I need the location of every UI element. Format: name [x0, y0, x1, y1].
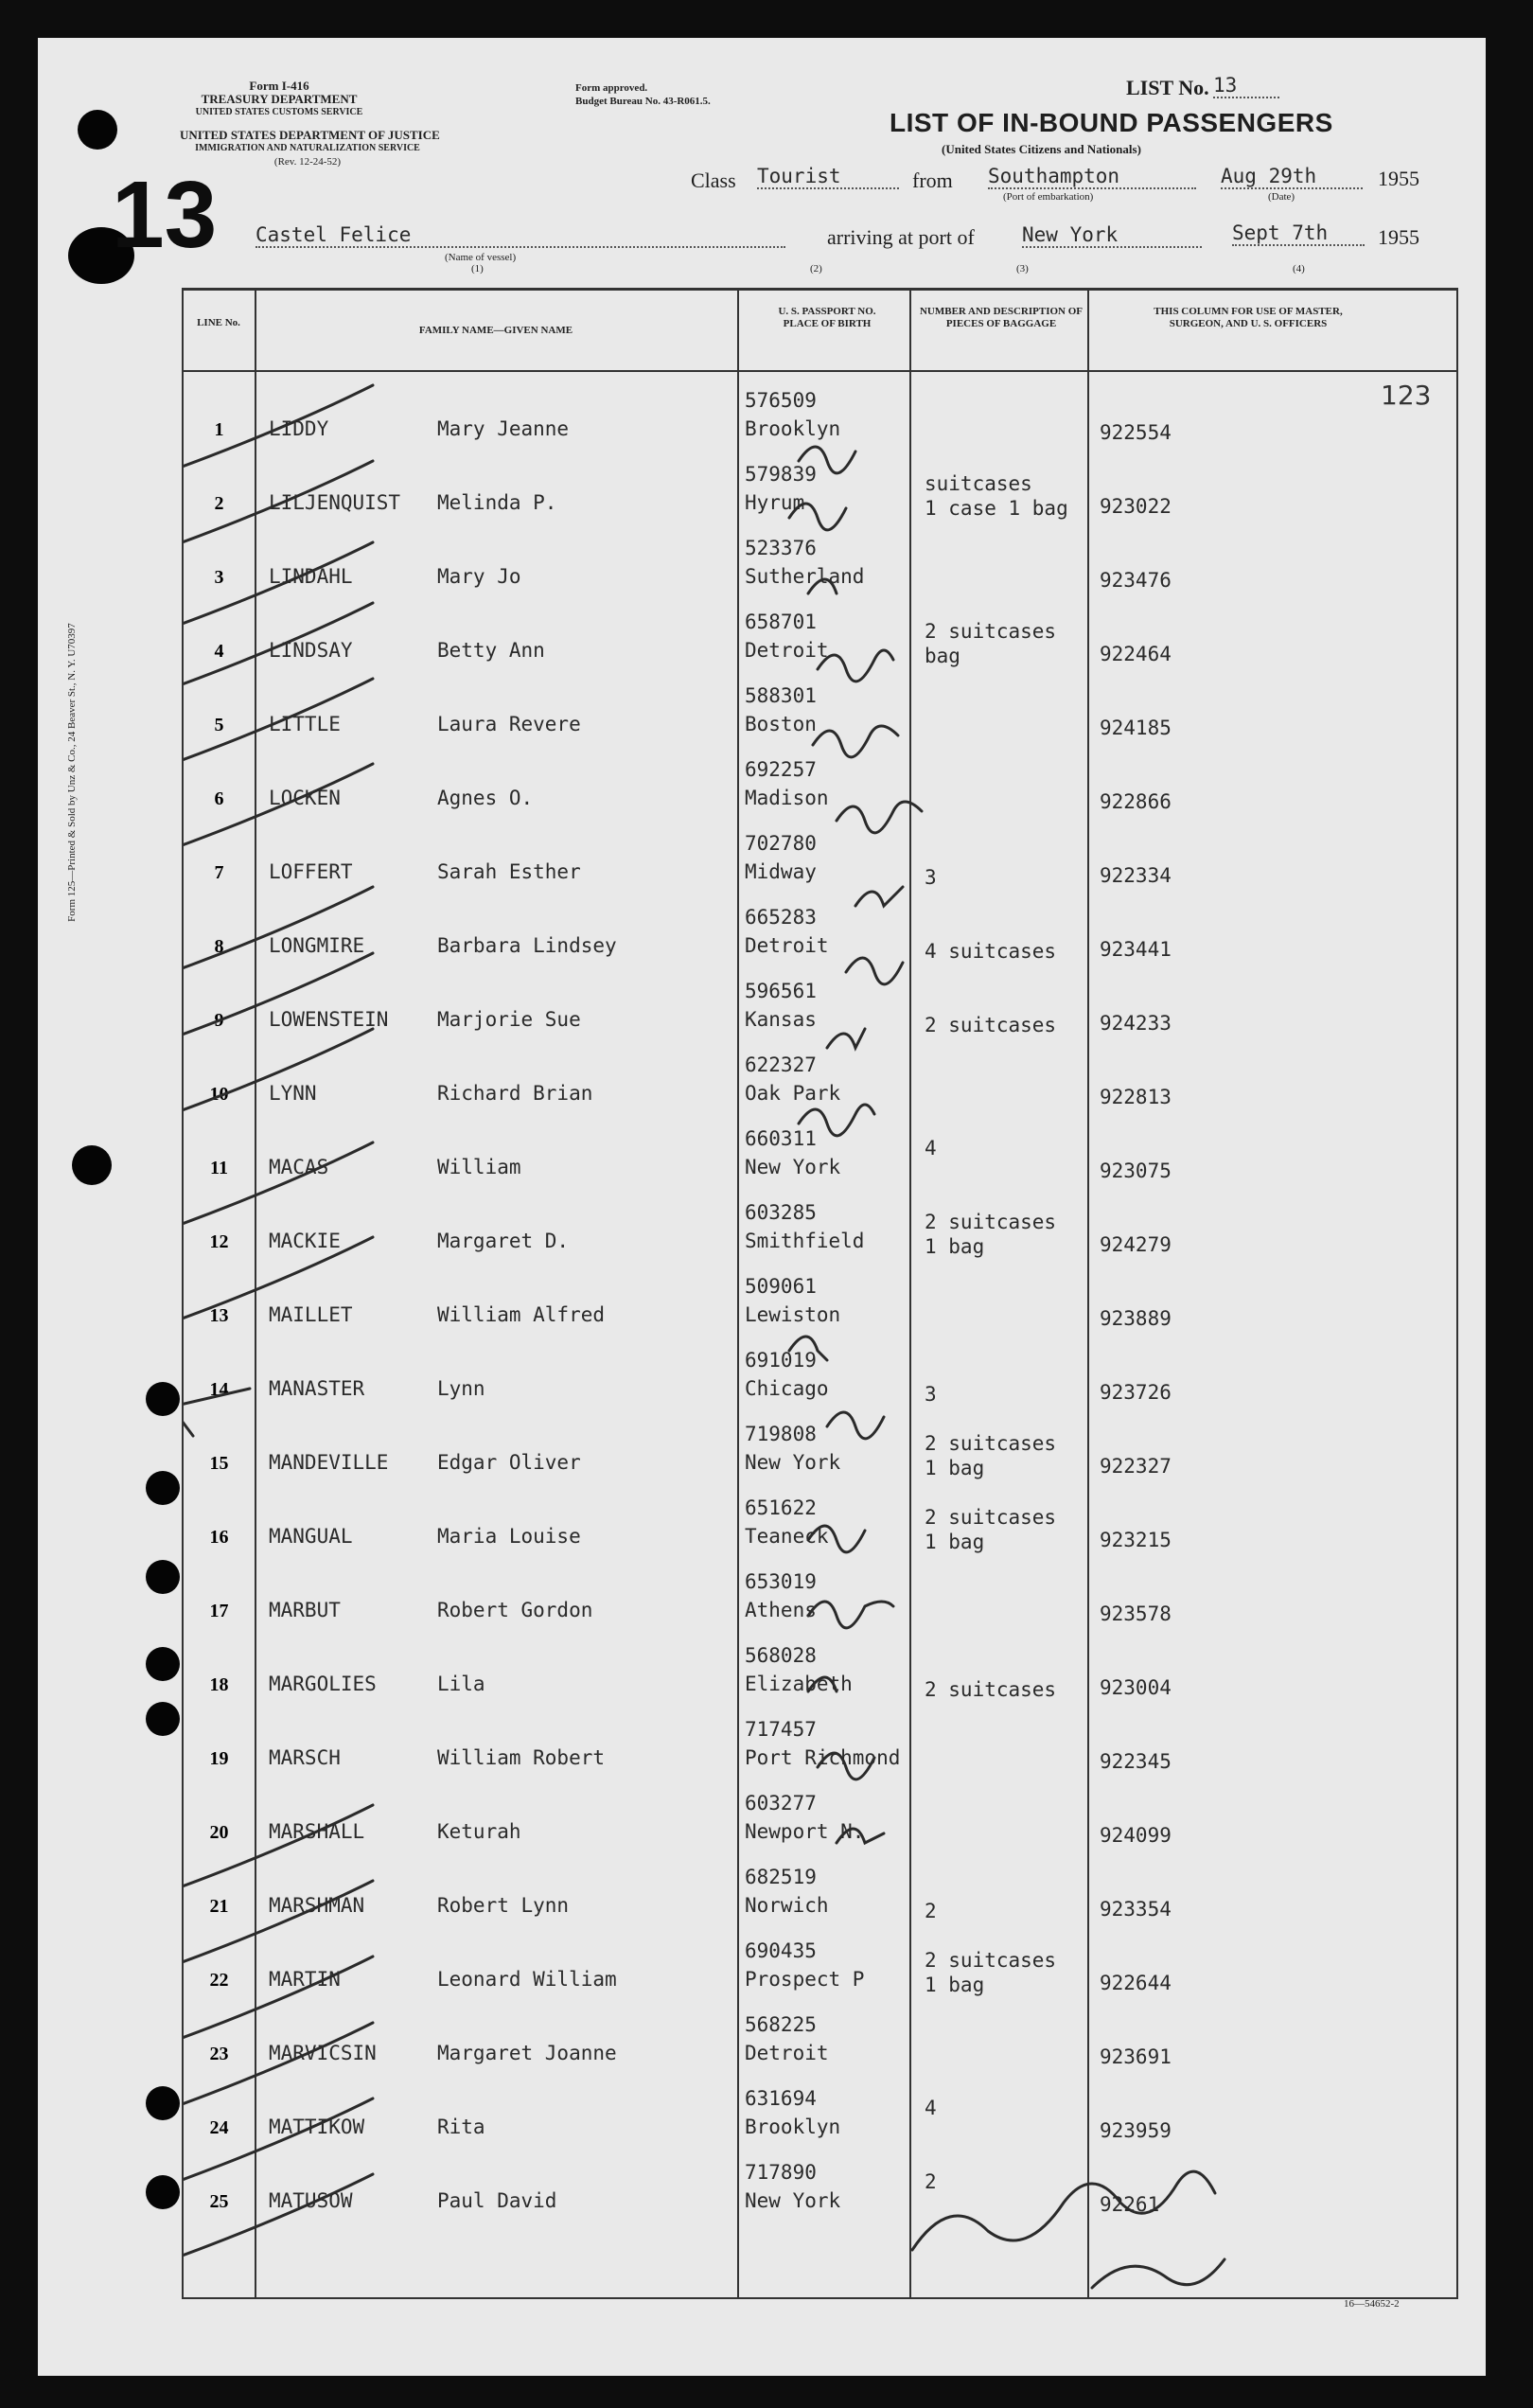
given-name: Barbara Lindsey — [437, 934, 617, 957]
table-row — [184, 819, 1456, 893]
caption-3: (3) — [1016, 263, 1029, 274]
table-row — [184, 893, 1456, 966]
passport-number: 579839 — [745, 463, 817, 486]
punch-hole — [146, 1382, 180, 1416]
officer-number: 923476 — [1100, 569, 1172, 592]
family-name: LITTLE — [269, 713, 341, 735]
given-name: Sarah Esther — [437, 860, 581, 883]
given-name: Melinda P. — [437, 491, 557, 514]
family-name: MACKIE — [269, 1230, 341, 1252]
passport-number: 665283 — [745, 906, 817, 929]
family-name: MARBUT — [269, 1599, 341, 1621]
arriving-label: arriving at port of — [827, 225, 975, 249]
family-name: MANASTER — [269, 1377, 365, 1400]
passport-number: 717890 — [745, 2161, 817, 2184]
table-row — [184, 2074, 1456, 2148]
officer-number: 923022 — [1100, 495, 1172, 518]
baggage-line-2: 1 bag — [925, 1531, 985, 1553]
department: TREASURY DEPARTMENT — [201, 92, 358, 106]
birthplace: Brooklyn — [745, 417, 841, 440]
bureau: Budget Bureau No. 43-R061.5. — [575, 96, 711, 107]
family-name: LIDDY — [269, 417, 329, 440]
baggage-line-1: 2 suitcases — [925, 1506, 1057, 1529]
line-number: 15 — [209, 1453, 229, 1474]
stamp-number: 13 — [112, 162, 218, 268]
passport-number: 691019 — [745, 1349, 817, 1372]
form-block — [151, 80, 407, 119]
vessel-num: (1) — [471, 263, 484, 274]
ins: IMMIGRATION AND NATURALIZATION SERVICE — [195, 143, 420, 153]
birthplace: Sutherland — [745, 565, 865, 588]
officer-number: 92261 — [1100, 2193, 1160, 2216]
punch-hole — [78, 110, 117, 150]
passport-number: 603277 — [745, 1792, 817, 1815]
birthplace: Smithfield — [745, 1230, 865, 1252]
passport-number: 682519 — [745, 1866, 817, 1888]
baggage-line-1: 2 suitcases — [925, 1949, 1057, 1972]
table-row — [184, 1705, 1456, 1779]
officer-number: 924099 — [1100, 1824, 1172, 1847]
arrival-date: Sept 7th — [1232, 221, 1365, 246]
vessel-caption: (Name of vessel) — [445, 252, 517, 263]
birthplace: Brooklyn — [745, 2116, 841, 2138]
line-number: 25 — [209, 2191, 229, 2212]
approval-block — [575, 81, 711, 108]
table-row — [184, 1188, 1456, 1262]
arrival-year: 1955 — [1378, 225, 1419, 249]
passport-number: 568028 — [745, 1644, 817, 1667]
document-title: LIST OF IN-BOUND PASSENGERS — [890, 108, 1333, 137]
punch-hole — [146, 2086, 180, 2120]
birthplace: Newport N. — [745, 1820, 865, 1843]
birthplace: Norwich — [745, 1894, 829, 1917]
passport-number: 653019 — [745, 1570, 817, 1593]
table-row — [184, 1926, 1456, 2000]
passport-number: 622327 — [745, 1054, 817, 1076]
family-name: LONGMIRE — [269, 934, 365, 957]
line-number: 20 — [209, 1822, 229, 1843]
page-count-note: 123 — [1381, 380, 1432, 411]
baggage-line-2: 4 suitcases — [925, 940, 1057, 963]
given-name: Marjorie Sue — [437, 1008, 581, 1031]
table-row — [184, 597, 1456, 671]
passport-number: 523376 — [745, 537, 817, 559]
passport-number: 631694 — [745, 2087, 817, 2110]
officer-number: 923959 — [1100, 2119, 1172, 2142]
officer-number: 923578 — [1100, 1602, 1172, 1625]
line-number: 17 — [209, 1601, 229, 1621]
given-name: Leonard William — [437, 1968, 617, 1991]
family-name: MATUSOW — [269, 2189, 353, 2212]
family-name: MARVICSIN — [269, 2042, 377, 2064]
family-name: MACAS — [269, 1156, 329, 1178]
given-name: William — [437, 1156, 521, 1178]
birthplace: New York — [745, 2189, 841, 2212]
birthplace: New York — [745, 1156, 841, 1178]
given-name: Margaret D. — [437, 1230, 570, 1252]
line-number: 24 — [209, 2117, 229, 2138]
given-name: William Robert — [437, 1746, 606, 1769]
line-number: 8 — [214, 936, 224, 957]
family-name: MARSHMAN — [269, 1894, 365, 1917]
line-number: 5 — [214, 715, 224, 735]
given-name: Laura Revere — [437, 713, 581, 735]
service: UNITED STATES CUSTOMS SERVICE — [195, 107, 363, 117]
class-label: Class — [691, 168, 736, 192]
given-name: Edgar Oliver — [437, 1451, 581, 1474]
officer-number: 923354 — [1100, 1898, 1172, 1921]
baggage-line-1: suitcases — [925, 472, 1032, 495]
line-number: 6 — [214, 788, 224, 809]
punch-hole — [146, 1560, 180, 1594]
baggage-line-2: 3 — [925, 866, 937, 889]
table-row — [184, 376, 1456, 450]
given-name: Richard Brian — [437, 1082, 593, 1105]
table-row — [184, 1114, 1456, 1188]
given-name: Lila — [437, 1673, 485, 1695]
passport-number: 717457 — [745, 1718, 817, 1741]
baggage-line-2: 2 suitcases — [925, 1014, 1057, 1036]
footer-code: 16—54652-2 — [1344, 2298, 1400, 2310]
officer-number: 923441 — [1100, 938, 1172, 961]
baggage-line-2: 2 — [925, 1900, 937, 1922]
punch-hole — [146, 1471, 180, 1505]
officer-number: 923075 — [1100, 1160, 1172, 1182]
given-name: Maria Louise — [437, 1525, 581, 1548]
col-header-baggage: NUMBER AND DESCRIPTION OF PIECES OF BAGGAGE — [919, 306, 1084, 329]
line-number: 18 — [209, 1674, 229, 1695]
birthplace: Prospect P — [745, 1968, 865, 1991]
given-name: Mary Jo — [437, 565, 521, 588]
line-number: 21 — [209, 1896, 229, 1917]
class-value: Tourist — [757, 165, 899, 189]
table-body — [184, 376, 1456, 2297]
from-label: from — [912, 168, 953, 192]
birthplace: Madison — [745, 787, 829, 809]
passport-number: 588301 — [745, 684, 817, 707]
passport-number: 509061 — [745, 1275, 817, 1298]
birthplace: Detroit — [745, 2042, 829, 2064]
line-number: 4 — [214, 641, 224, 662]
manifest-page — [38, 38, 1486, 2376]
passport-number: 702780 — [745, 832, 817, 855]
doj-block — [180, 128, 440, 168]
arrival-port: New York — [1022, 223, 1202, 248]
punch-hole — [72, 1145, 112, 1185]
punch-hole — [146, 1702, 180, 1736]
table-row — [184, 450, 1456, 523]
line-number: 23 — [209, 2044, 229, 2064]
table-row — [184, 1483, 1456, 1557]
birthplace: Kansas — [745, 1008, 817, 1031]
col-header-name: FAMILY NAME—GIVEN NAME — [418, 325, 573, 336]
baggage-line-2: 2 suitcases — [925, 1678, 1057, 1701]
table-row — [184, 745, 1456, 819]
form-number: Form I-416 — [249, 79, 309, 93]
baggage-line-1: 4 — [925, 2097, 937, 2119]
document-subtitle: (United States Citizens and Nationals) — [942, 142, 1141, 156]
family-name: MATTIKOW — [269, 2116, 365, 2138]
table-row — [184, 671, 1456, 745]
given-name: Mary Jeanne — [437, 417, 570, 440]
officer-number: 923691 — [1100, 2045, 1172, 2068]
passport-number: 576509 — [745, 389, 817, 412]
approved: Form approved. — [575, 82, 648, 94]
table-row — [184, 1631, 1456, 1705]
given-name: Betty Ann — [437, 639, 545, 662]
passport-number: 568225 — [745, 2013, 817, 2036]
passport-number: 603285 — [745, 1201, 817, 1224]
officer-number: 922866 — [1100, 790, 1172, 813]
caption-2: (2) — [810, 263, 822, 274]
birthplace: New York — [745, 1451, 841, 1474]
punch-hole — [146, 1647, 180, 1681]
line-number: 2 — [214, 493, 224, 514]
baggage-line-2: 1 bag — [925, 1457, 985, 1479]
baggage-line-1: 2 — [925, 2170, 937, 2193]
baggage-line-1: 2 suitcases — [925, 1211, 1057, 1233]
depart-year: 1955 — [1378, 167, 1419, 190]
passenger-table — [182, 288, 1458, 2299]
passport-number: 690435 — [745, 1939, 817, 1962]
baggage-line-2: 1 bag — [925, 1974, 985, 1996]
col-header-officers: THIS COLUMN FOR USE OF MASTER, SURGEON, AND U. S. OFFICERS — [1154, 306, 1343, 329]
list-no-value: 13 — [1213, 74, 1279, 98]
birthplace: Chicago — [745, 1377, 829, 1400]
side-print: Form 125—Printed & Sold by Unz & Co., 24 Beaver St., N. Y. U70397 — [66, 623, 78, 922]
line-number: 22 — [209, 1970, 229, 1991]
given-name: William Alfred — [437, 1303, 606, 1326]
family-name: MANGUAL — [269, 1525, 353, 1548]
birthplace: Detroit — [745, 934, 829, 957]
line-number: 10 — [209, 1084, 229, 1105]
baggage-line-2: 3 — [925, 1383, 937, 1406]
table-row — [184, 1336, 1456, 1409]
officer-number: 923004 — [1100, 1676, 1172, 1699]
family-name: MARSHALL — [269, 1820, 365, 1843]
line-number: 16 — [209, 1527, 229, 1548]
passport-number: 692257 — [745, 758, 817, 781]
given-name: Paul David — [437, 2189, 557, 2212]
officer-number: 923215 — [1100, 1529, 1172, 1551]
passport-number: 658701 — [745, 611, 817, 633]
family-name: LILJENQUIST — [269, 491, 401, 514]
line-number: 3 — [214, 567, 224, 588]
officer-number: 923889 — [1100, 1307, 1172, 1330]
table-row — [184, 966, 1456, 1040]
officer-number: 924279 — [1100, 1233, 1172, 1256]
table-row — [184, 1409, 1456, 1483]
line-number: 7 — [214, 862, 224, 883]
birthplace: Athens — [745, 1599, 817, 1621]
birthplace: Lewiston — [745, 1303, 841, 1326]
table-row — [184, 1779, 1456, 1852]
baggage-line-2: 1 bag — [925, 1235, 985, 1258]
birthplace: Oak Park — [745, 1082, 841, 1105]
officer-number: 924185 — [1100, 717, 1172, 739]
birthplace: Midway — [745, 860, 817, 883]
family-name: MANDEVILLE — [269, 1451, 389, 1474]
passport-number: 651622 — [745, 1496, 817, 1519]
given-name: Keturah — [437, 1820, 521, 1843]
family-name: MARTIN — [269, 1968, 341, 1991]
passport-number: 596561 — [745, 980, 817, 1002]
table-row — [184, 1262, 1456, 1336]
birthplace: Port Richmond — [745, 1746, 901, 1769]
baggage-line-1: 2 suitcases — [925, 620, 1057, 643]
family-name: LYNN — [269, 1082, 317, 1105]
family-name: LOWENSTEIN — [269, 1008, 389, 1031]
line-number: 19 — [209, 1748, 229, 1769]
given-name: Lynn — [437, 1377, 485, 1400]
table-row — [184, 1852, 1456, 1926]
line-number: 12 — [209, 1231, 229, 1252]
family-name: LOCKEN — [269, 787, 341, 809]
line-number: 1 — [214, 419, 224, 440]
officer-number: 922334 — [1100, 864, 1172, 887]
officer-number: 922345 — [1100, 1750, 1172, 1773]
officer-number: 922644 — [1100, 1972, 1172, 1994]
birthplace: Elizabeth — [745, 1673, 853, 1695]
passport-number: 660311 — [745, 1127, 817, 1150]
baggage-line-1: 2 suitcases — [925, 1432, 1057, 1455]
baggage-line-2: 1 case 1 bag — [925, 497, 1068, 520]
table-row — [184, 2148, 1456, 2222]
officer-number: 922464 — [1100, 643, 1172, 665]
rev: (Rev. 12-24-52) — [273, 156, 342, 168]
header-divider — [184, 370, 1456, 372]
punch-hole — [146, 2175, 180, 2209]
given-name: Robert Gordon — [437, 1599, 593, 1621]
family-name: LINDAHL — [269, 565, 353, 588]
caption-4: (4) — [1293, 263, 1305, 274]
officer-number: 922327 — [1100, 1455, 1172, 1478]
officer-number: 922554 — [1100, 421, 1172, 444]
table-row — [184, 1040, 1456, 1114]
birthplace: Detroit — [745, 639, 829, 662]
given-name: Robert Lynn — [437, 1894, 570, 1917]
date-caption: (Date) — [1268, 191, 1295, 203]
birthplace: Boston — [745, 713, 817, 735]
table-row — [184, 2000, 1456, 2074]
given-name: Margaret Joanne — [437, 2042, 617, 2064]
birthplace: Teaneck — [745, 1525, 829, 1548]
vessel-name: Castel Felice — [256, 223, 785, 248]
table-row — [184, 1557, 1456, 1631]
doj: UNITED STATES DEPARTMENT OF JUSTICE — [180, 128, 440, 142]
given-name: Agnes O. — [437, 787, 534, 809]
from-value: Southampton — [988, 165, 1196, 189]
passport-number: 719808 — [745, 1423, 817, 1445]
col-header-line: LINE No. — [197, 317, 240, 328]
baggage-line-2: bag — [925, 645, 960, 667]
list-no-label: LIST No. — [1126, 76, 1209, 99]
line-number: 13 — [209, 1305, 229, 1326]
line-number: 14 — [209, 1379, 229, 1400]
family-name: MAILLET — [269, 1303, 353, 1326]
given-name: Rita — [437, 2116, 485, 2138]
officer-number: 923726 — [1100, 1381, 1172, 1404]
family-name: MARGOLIES — [269, 1673, 377, 1695]
family-name: LOFFERT — [269, 860, 353, 883]
embark-caption: (Port of embarkation) — [1003, 191, 1094, 203]
baggage-line-1: 4 — [925, 1137, 937, 1160]
table-row — [184, 523, 1456, 597]
officer-number: 922813 — [1100, 1086, 1172, 1108]
officer-number: 924233 — [1100, 1012, 1172, 1035]
birthplace: Hyrum — [745, 491, 805, 514]
family-name: LINDSAY — [269, 639, 353, 662]
family-name: MARSCH — [269, 1746, 341, 1769]
depart-date: Aug 29th — [1221, 165, 1363, 189]
line-number: 9 — [214, 1010, 224, 1031]
line-number: 11 — [210, 1158, 228, 1178]
col-header-passport: U. S. PASSPORT NO. PLACE OF BIRTH — [778, 306, 876, 329]
